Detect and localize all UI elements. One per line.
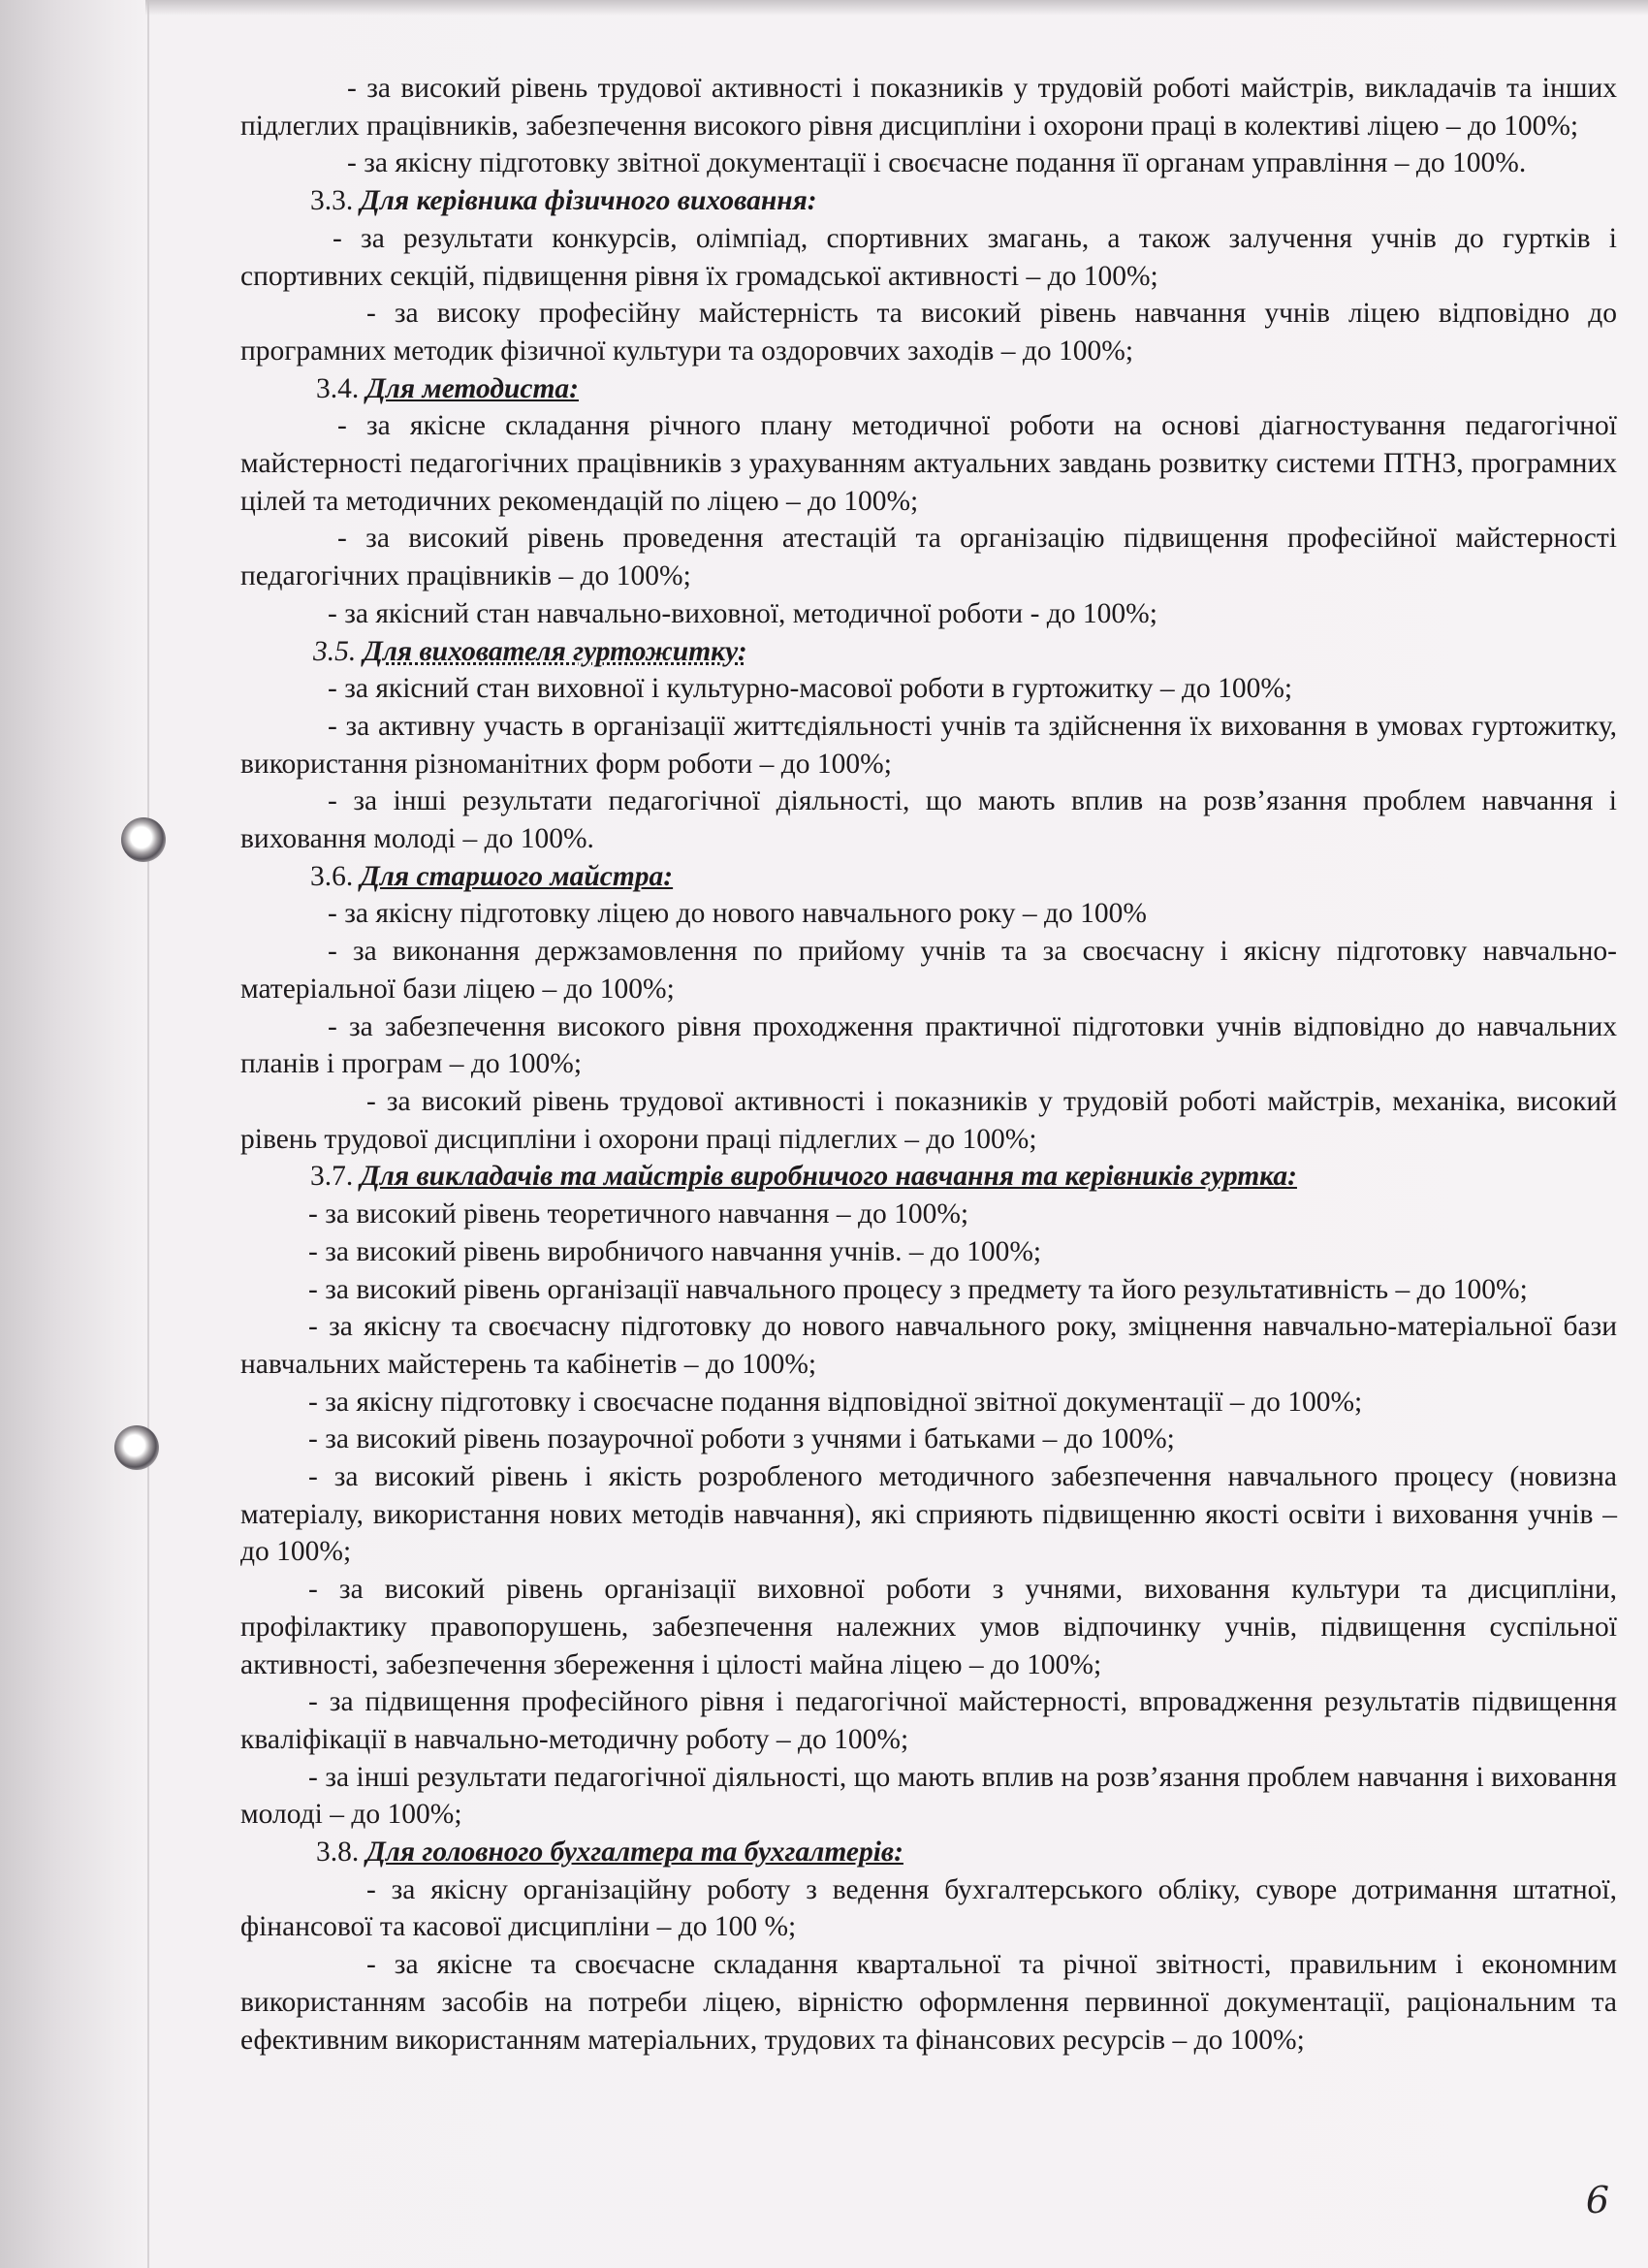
top-edge-shadow bbox=[145, 0, 1648, 16]
section-title: Для головного бухгалтера та бухгалтерів: bbox=[365, 1837, 903, 1869]
list-item: - за якісне складання річного плану методичної роботи на основі діагностування педагогічної майстерності педагогічних працівників з урахуванням актуальних завдань розвитку системи ПТНЗ, програмних цілей та методичних рекомендацій по ліцею – до 100%; bbox=[240, 410, 1617, 517]
list-item: - за високий рівень проведення атестацій та організацію підвищення професійної майстерності педагогічних працівників – до 100%; bbox=[240, 523, 1617, 592]
list-item: - за інші результати педагогічної діяльності, що мають вплив на розв’язання проблем навчання і виховання молоді – до 100%; bbox=[240, 1761, 1617, 1831]
section-title: Для керівника фізичного виховання: bbox=[360, 185, 817, 217]
section-title: Для методиста: bbox=[365, 372, 579, 404]
list-item: - за якісний стан навчально-виховної, методичної роботи - до 100%; bbox=[328, 597, 1157, 629]
list-item: - за якісну підготовку ліцею до нового навчального року – до 100% bbox=[328, 898, 1147, 930]
list-item: - за високий рівень теоретичного навчання – до 100%; bbox=[308, 1198, 969, 1230]
section-number: 3.7. bbox=[310, 1161, 361, 1193]
list-item: - за високу професійну майстерність та високий рівень навчання учнів ліцею відповідно до програмних методик фізичної культури та оздоровчих заходів – до 100%; bbox=[240, 298, 1617, 367]
list-item: - за інші результати педагогічної діяльності, що мають вплив на розв’язання проблем навчання і виховання молоді – до 100%. bbox=[240, 785, 1617, 855]
section-heading bbox=[240, 182, 1617, 220]
section-number: 3.3. bbox=[310, 185, 361, 217]
list-item: - за якісну організаційну роботу з ведення бухгалтерського обліку, суворе дотримання штатної, фінансової та касової дисципліни – до 100 %; bbox=[240, 1873, 1617, 1943]
list-item: - за якісне та своєчасне складання квартальної та річної звітності, правильним і економним використанням засобів на потреби ліцею, вірністю оформлення первинної документації, раціональним та ефективним використанням матеріальних, трудових та фінансових ресурсів – до 100%; bbox=[240, 1949, 1617, 2056]
punch-hole bbox=[121, 817, 166, 862]
document-body bbox=[240, 70, 1617, 2059]
list-item: - за якісний стан виховної і культурно-масової роботи в гуртожитку – до 100%; bbox=[328, 673, 1293, 705]
list-item: - за забезпечення високого рівня проходження практичної підготовки учнів відповідно до навчальних планів і програм – до 100%; bbox=[240, 1010, 1617, 1080]
list-item: - за якісну підготовку звітної документації і своєчасне подання її органам управління – до 100%. bbox=[347, 147, 1527, 179]
list-item: - за якісну та своєчасну підготовку до нового навчального року, зміцнення навчально-матеріальної бази навчальних майстерень та кабінетів – до 100%; bbox=[240, 1311, 1617, 1380]
page-number: 6 bbox=[1585, 2179, 1609, 2221]
section-number: 3.8. bbox=[316, 1837, 366, 1869]
list-item: - за високий рівень і якість розробленого методичного забезпечення навчального процесу (новизна матеріалу, використання нових методів навчання), які сприяють підвищенню якості освіти і виховання учнів – до 100%; bbox=[240, 1461, 1617, 1568]
section-title: Для вихователя гуртожитку: bbox=[363, 635, 747, 667]
binding-edge bbox=[147, 0, 149, 2268]
section-heading bbox=[240, 633, 1617, 671]
section-number: 3.6. bbox=[310, 860, 361, 892]
section-number: 3.5. bbox=[313, 635, 364, 667]
list-item: - за виконання держзамовлення по прийому учнів та за своєчасну і якісну підготовку навчально-матеріальної бази ліцею – до 100%; bbox=[240, 936, 1617, 1005]
list-item: - за результати конкурсів, олімпіад, спортивних змагань, а також залучення учнів до гуртків і спортивних секцій, підвищення рівня їх громадської активності – до 100%; bbox=[240, 222, 1617, 292]
list-item: - за високий рівень організації навчального процесу з предмету та його результативність – до 100%; bbox=[308, 1273, 1528, 1305]
list-item: - за якісну підготовку і своєчасне подання відповідної звітної документації – до 100%; bbox=[308, 1386, 1363, 1418]
list-item: - за підвищення професійного рівня і педагогічної майстерності, впровадження результатів підвищення кваліфікації в навчально-методичну роботу – до 100%; bbox=[240, 1686, 1617, 1755]
list-item: - за активну участь в організації життєдіяльності учнів та здійснення їх виховання в умовах гуртожитку, використання різноманітних форм роботи – до 100%; bbox=[240, 710, 1617, 780]
section-heading bbox=[240, 858, 1617, 896]
section-heading bbox=[240, 370, 1617, 408]
section-heading bbox=[240, 1834, 1617, 1871]
list-item: - за високий рівень трудової активності і показників у трудовій роботі майстрів, механіка, високий рівень трудової дисципліни і охорони праці підлеглих – до 100%; bbox=[240, 1085, 1617, 1155]
list-item: - за високий рівень організації виховної роботи з учнями, виховання культури та дисципліни, профілактику правопорушень, забезпечення належних умов відпочинку учнів, підвищення суспільної активності, забезпечення збереження і цілості майна ліцею – до 100%; bbox=[240, 1574, 1617, 1680]
section-title: Для старшого майстра: bbox=[360, 860, 674, 892]
list-item: - за високий рівень виробничого навчання учнів. – до 100%; bbox=[308, 1235, 1042, 1267]
section-heading bbox=[240, 1158, 1617, 1196]
section-title: Для викладачів та майстрів виробничого навчання та керівників гуртка: bbox=[360, 1161, 1297, 1193]
section-number: 3.4. bbox=[316, 372, 366, 404]
list-item: - за високий рівень позаурочної роботи з учнями і батьками – до 100%; bbox=[308, 1423, 1175, 1455]
list-item: - за високий рівень трудової активності і показників у трудовій роботі майстрів, викладачів та інших підлеглих працівників, забезпечення високого рівня дисципліни і охорони праці в колективі ліцею – до 100%; bbox=[240, 73, 1617, 142]
punch-hole bbox=[114, 1425, 159, 1470]
binding-strip bbox=[0, 0, 145, 2268]
